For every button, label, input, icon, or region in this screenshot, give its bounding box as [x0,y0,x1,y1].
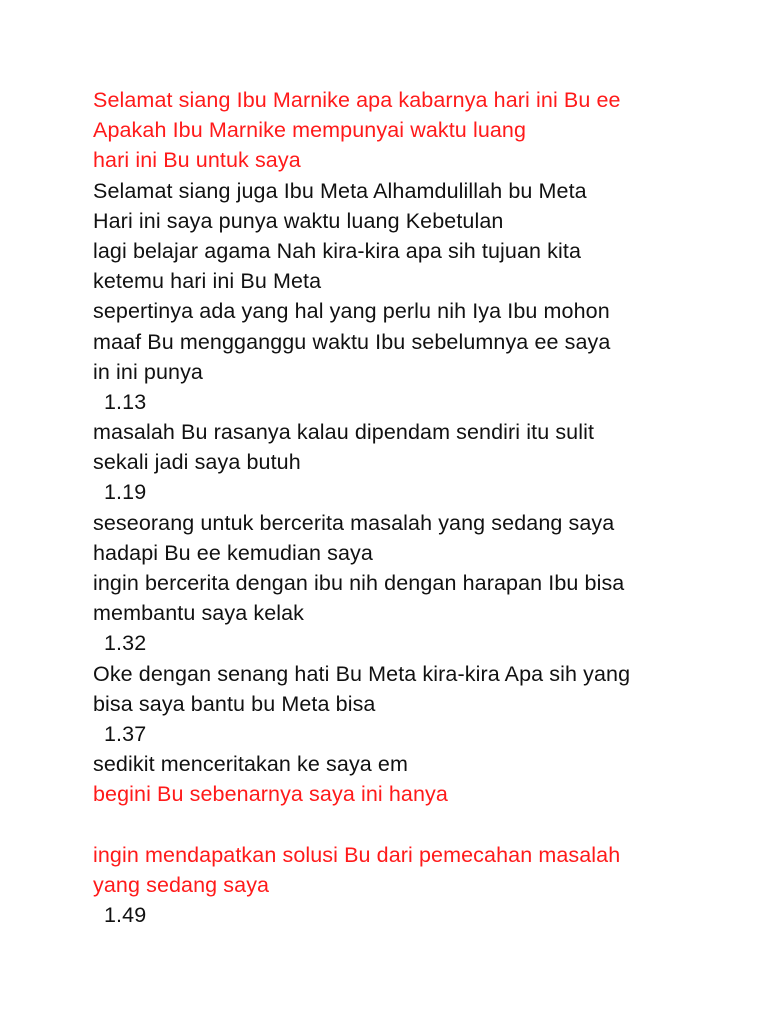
transcript-line: lagi belajar agama Nah kira-kira apa sih tujuan kita [93,238,582,263]
transcript-line: Selamat siang Ibu Marnike apa kabarnya hari ini Bu ee [93,88,621,112]
transcript-line: begini Bu sebenarnya saya ini hanya [93,782,448,807]
transcript-line: bisa saya bantu bu Meta bisa [93,691,376,716]
timestamp: 1.32 [104,631,147,656]
timestamp: 1.13 [104,389,147,414]
transcript-line: maaf Bu mengganggu waktu Ibu sebelumnya ee saya [93,329,611,354]
timestamp: 1.37 [104,721,147,746]
transcript-line: masalah Bu rasanya kalau dipendam sendiri itu sulit [93,420,595,445]
transcript-line: ketemu hari ini Bu Meta [93,269,322,294]
blank-line [93,810,733,840]
transcript-line: Hari ini saya punya waktu luang Kebetulan [93,208,504,233]
transcript-line: Selamat siang juga Ibu Meta Alhamdulillah bu Meta [93,178,587,203]
transcript-line: ingin mendapatkan solusi Bu dari pemecahan masalah [93,842,621,867]
transcript-line: sepertinya ada yang hal yang perlu nih Iya Ibu mohon [93,299,610,324]
transcript-line: in ini punya [93,359,203,384]
transcript-line: hadapi Bu ee kemudian saya [93,540,373,565]
transcript-line: Apakah Ibu Marnike mempunyai waktu luang [93,118,527,143]
transcript-line: seseorang untuk bercerita masalah yang sedang saya [93,510,615,535]
timestamp: 1.49 [104,903,147,928]
transcript-line: hari ini Bu untuk saya [93,148,301,173]
transcript-line: sekali jadi saya butuh [93,450,301,475]
transcript-line: ingin bercerita dengan ibu nih dengan harapan Ibu bisa [93,571,625,595]
transcript-text [93,85,733,930]
transcript-line: Oke dengan senang hati Bu Meta kira-kira Apa sih yang [93,661,631,686]
timestamp: 1.19 [104,480,147,505]
transcript-line: membantu saya kelak [93,601,305,626]
transcript-line: sedikit menceritakan ke saya em [93,752,408,777]
transcript-line: yang sedang saya [93,872,270,897]
